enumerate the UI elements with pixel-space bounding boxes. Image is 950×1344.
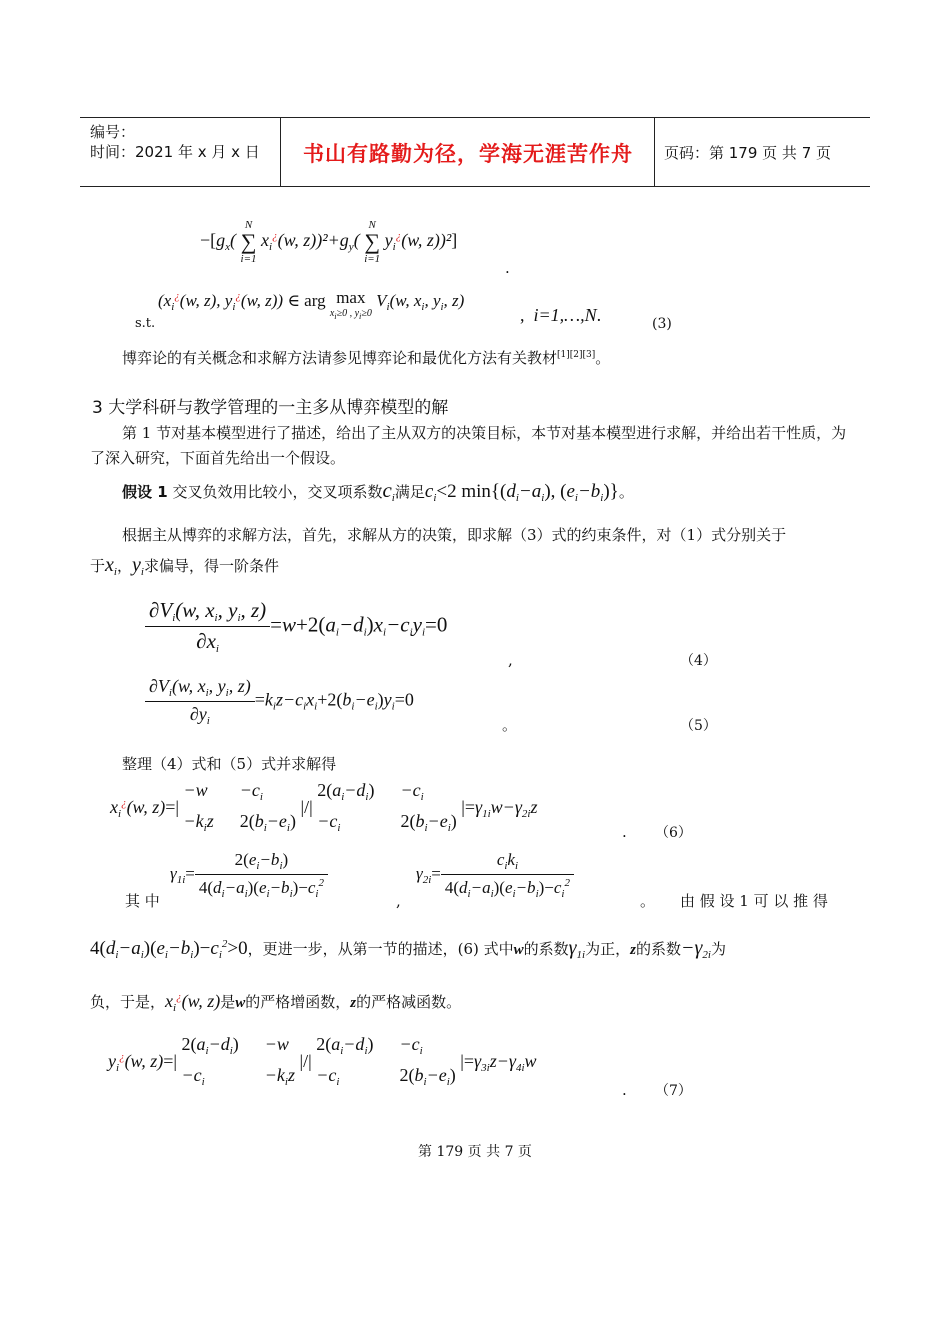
assumption-satisfy: 满足: [394, 483, 425, 501]
serial-number-label: 编号：: [90, 123, 136, 141]
equation-6: $x_i^¿(w$, z)=| −w $-c_i$ $-k_iz$ $2(b_i-e_i)$ |/| $2(a_i-d_i)$ $-c_i$ $-c_i$ $2(b_i-e_i)$ $|=\gamma_{1i}w-\gamma_{2i}z$: [110, 780, 538, 834]
monotonicity-line: 负，于是，$x_i^¿(w$, z)是w的严格增函数，z的严格减函数。: [90, 991, 462, 1014]
period: 。: [640, 892, 656, 910]
header-divider: [654, 118, 655, 186]
period: 。: [502, 716, 518, 734]
strict-decrease-text: 的严格减函数。: [356, 993, 462, 1011]
gamma1-definition: $\gamma_{1i}=$ $\frac{2(e_i-b_i)}{4(d_i-a_i)(e_i-b_i)-c_i^2}$: [170, 850, 328, 900]
st-label: s.t.: [135, 316, 156, 331]
equation-3-line1: $-[g_x$( N ∑ i=1 $x_i^¿(w$, $z))^2+g_y$( N ∑ i=1 $y_i^¿(w$, z))²]: [200, 219, 458, 265]
section-heading: 3 大学科研与教学管理的一主多从博弈模型的解: [92, 398, 449, 418]
reference-text: 博弈论的有关概念和求解方法请参见博弈论和最优化方法有关教材: [122, 349, 558, 367]
equation-4: $\frac{\partial V_i(w, x_i, y_i, z)}{\partial x_i}$ $=w+2(a_i-d_i)x_i-c_iy_i=0$: [145, 598, 447, 655]
negative-text: 负，于是，: [90, 993, 166, 1011]
where-label: 其 中: [125, 892, 160, 910]
inequality-line: $4(d_i-a_i)(e_i-b_i)-c_i^2>0$，更进一步，从第一节的描述，(6) 式中w的系数$\gamma_{1i}$为正，z的系数$-\gamma_{2i}$为: [90, 937, 726, 961]
assumption-line: 假设 1 交叉负效用比较小，交叉项系数$c_i$满足$c_i<2$ $\min\{(d_i-a_i)$, $(e_i-b_i)$}。: [122, 478, 634, 504]
equation-7: $y_i^¿(w$, z)=| $2(a_i-d_i)$ −w $-c_i$ $-k_iz$ |/| $2(a_i-d_i)$ $-c_i$ $-c_i$ $2(b_i-e_i)$ $|=\gamma_{3i}z-\gamma_{4i}w$: [108, 1034, 537, 1088]
page-code: 页码：第 179 页 共 7 页: [664, 144, 832, 162]
equation-number-7: （7）: [655, 1083, 692, 1099]
is-text: 是: [220, 993, 236, 1011]
equation-3-tail: , i=1,…,N.: [520, 305, 602, 325]
comma: ,: [508, 651, 513, 669]
reference-end: 。: [595, 349, 611, 367]
assumption-text: 交叉负效用比较小，交叉项系数: [172, 483, 383, 501]
equation-period: .: [505, 259, 510, 277]
paragraph-solve-b: 于$x_i$，$y_i$求偏导，得一阶条件: [90, 554, 279, 578]
period: .: [622, 823, 627, 841]
equation-number-6: （6）: [655, 825, 692, 841]
index-range: i=1,…,N: [533, 305, 597, 325]
further-text: ，更进一步，从第一节的描述，(6) 式中: [247, 940, 514, 958]
paragraph-intro: 第 1 节对基本模型进行了描述，给出了主从双方的决策目标，本节对基本模型进行求解，并给出若干性质，为了深入研究，下面首先给出一个假设。: [90, 424, 847, 467]
paragraph-solve-a: 根据主从博弈的求解方法，首先，求解从方的决策，即求解（3）式的约束条件，对（1）式分别关于: [122, 526, 787, 544]
coefficient-text-2: 的系数: [635, 940, 681, 958]
strict-increase-text: 的严格增函数，: [245, 993, 351, 1011]
deduce-text: 由 假 设 1 可 以 推 得: [680, 892, 828, 910]
positive-text: 为正，: [585, 940, 631, 958]
reference-marks: [1][2][3]: [557, 350, 596, 360]
equation-5: $\frac{\partial V_i(w, x_i, y_i, z)}{\partial y_i}$ $=k_iz-c_ix_i+2(b_i-e_i)y_i=0$: [145, 676, 414, 727]
equation-number-4: （4）: [680, 653, 717, 669]
page-header: [80, 117, 870, 187]
page-footer: 第 179 页 共 7 页: [418, 1144, 532, 1160]
header-divider: [280, 118, 281, 186]
equation-number-5: （5）: [680, 718, 717, 734]
date-label: 时间：2021 年 x 月 x 日: [90, 143, 260, 161]
header-motto: 书山有路勤为径，学海无涯苦作舟: [303, 142, 633, 166]
first-order-text: 求偏导，得一阶条件: [143, 557, 279, 575]
assumption-label: 假设 1: [122, 483, 168, 501]
coefficient-text: 的系数: [523, 940, 569, 958]
wei-text: 为: [710, 940, 726, 958]
comma: ,: [396, 892, 401, 910]
gamma2-definition: $\gamma_{2i}=$ $\frac{c_ik_i}{4(d_i-a_i)(e_i-b_i)-c_i^2}$: [416, 850, 574, 900]
solve-line: 整理（4）式和（5）式并求解得: [122, 755, 337, 773]
header-left: [90, 122, 260, 162]
reference-line: [122, 343, 610, 370]
equation-3-line2: ($x_i^¿(w$, z), $y_i^¿(w$, z)) ∈ arg max $x_i\ge 0$ , $y_i\ge 0$ $V_i(w$, $x_i$, $y_i$, z): [158, 288, 465, 321]
equation-number-3: (3): [652, 316, 672, 332]
period: .: [622, 1081, 627, 1099]
